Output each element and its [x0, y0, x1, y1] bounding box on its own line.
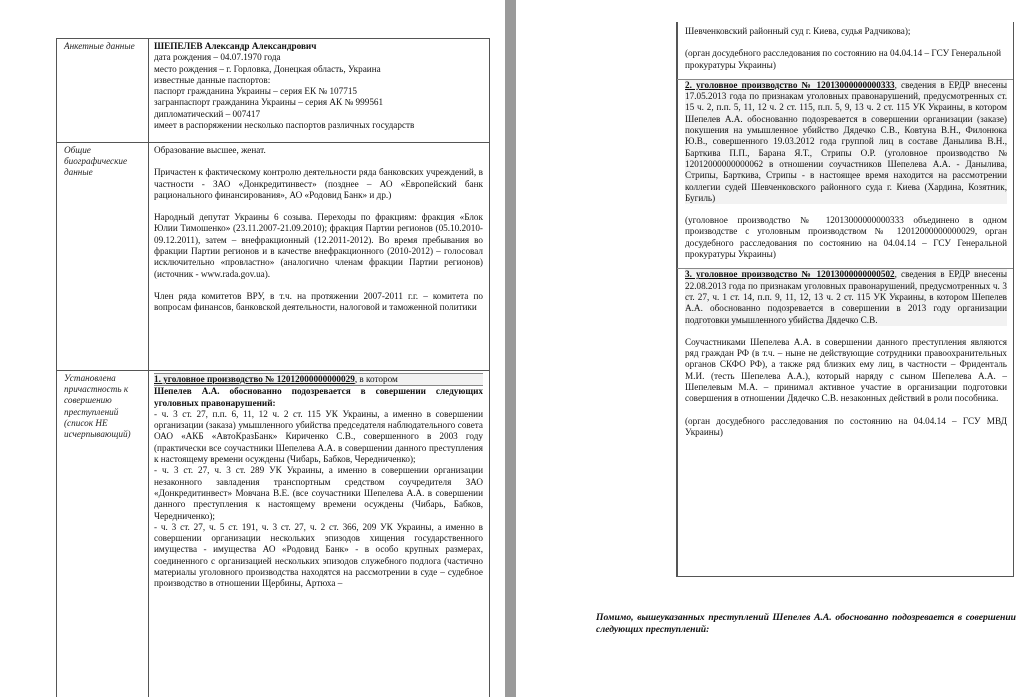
passports-heading: известные данные паспортов:	[154, 74, 271, 85]
case-2-body: , сведения в ЕРДР внесены 17.05.2013 года по признакам уголовных правонарушений, предусмотренных ст. 15 ч. 2, п.п. 5, 11, 12 ч. 2 ст. 115, п.п. 5, 9, 13 ч. 2 ст. 115 УК Украины, в котором Шепелев А.А. обоснованно подозревается в совершении организации (заказе) покушения на умышленное убийство Дядечко С.В., Ковтуна В.Н., Филонюка Ю.В., совершенного 19.03.2012 года группой лиц в составе Данылива В.Н., Барткива П.П., Барана Я.Т., Стрипы О.Р. (уголовное производство № 12012000000000062 в отношении соучастников Шепелева А.А. - Данылива, Стрипы, Барткива, Стрипы - в настоящее время находится на рассмотрении коллегии судей Шевченковского районного суда г. Киева (Хардина, Козятник, Бугиль)	[685, 79, 1007, 203]
bio-banks: Причастен к фактическому контролю деятельности ряда банковских учреждений, в частности - ЗАО «Донкредитинвест» (позднее – АО «Европейский банк рационального финансирования», АО «Родовид Банк» и др.)	[154, 167, 483, 200]
bio-deputy: Народный депутат Украины 6 созыва. Переходы по фракциям: фракция «Блок Юлии Тимошенко» (23.11.2007-21.09.2010); фракция Партии регионов (05.10.2010-09.12.2011), затем – внефракционный (12.2011-2012). Во время пребывания во фракции Партии регионов и в качестве внефракционного (2010-2012) – голосовал исключительно «провластно» (аналогично членам фракции Партии регионов) (источник - www.rada.gov.ua).	[154, 212, 483, 279]
person-name: ШЕПЕЛЕВ Александр Александрович	[154, 41, 317, 51]
case-3-organ: (орган досудебного расследования по состоянию на 04.04.14 – ГСУ МВД Украины)	[685, 415, 1007, 437]
passport-foreign: загранпаспорт гражданина Украины – серия АК № 999561	[154, 97, 384, 108]
case-1-number: 1. уголовное производство № 12012000000000029	[154, 374, 355, 384]
case-2-merge: (уголовное производство № 12013000000000333 объединено в одном производстве с уголовным производством № 12012000000000029, орган досудебного расследования по состоянию на 04.04.14 – ГСУ Генеральной прокуратуры Украины)	[685, 215, 1007, 260]
case-2	[685, 80, 1007, 204]
passport-other: имеет в распоряжении несколько паспортов различных государств	[154, 120, 415, 131]
case-3-body: , сведения в ЕРДР внесены 22.08.2013 года по признакам уголовных правонарушений, предусмотренных ч. 3 ст. 27, ч. 1 ст. 14, п.п. 9, 11, 12, 13 ч. 2 ст. 115 УК Украины, в котором Шепелев А.А. обоснованно подозревается в совершении в 2013 году организации подготовки умышленного убийства Дядечко С.В.	[685, 269, 1007, 325]
personal-data-content	[149, 39, 489, 142]
organ-case-1: (орган досудебного расследования по состоянию на 04.04.14 – ГСУ Генеральной прокуратуры Украины)	[685, 48, 1002, 70]
bio-committees: Член ряда комитетов ВРУ, в т.ч. на протяжении 2007-2011 г.г. – комитета по вопросам финансов, банковской деятельности, налоговой и таможенной политики	[154, 290, 483, 313]
passport-diplomatic: дипломатический – 007417	[154, 108, 261, 119]
birth-date: дата рождения – 04.07.1970 года	[154, 52, 281, 63]
document-page-right	[516, 0, 1024, 697]
case-1-suspicion: Шепелев А.А. обоснованно подозревается в совершении следующих уголовных правонарушений:	[154, 386, 483, 408]
biography-content	[149, 143, 489, 370]
case-3	[685, 269, 1007, 325]
label-biography: Общие биографические данные	[57, 143, 149, 370]
profile-table	[56, 38, 490, 697]
case-2-number: 2. уголовное производство № 12013000000000333	[685, 79, 895, 90]
crimes-content	[149, 371, 489, 697]
footer-note: Помимо, вышеуказанных преступлений Шепелев А.А. обоснованно подозревается в совершении следующих преступлений:	[596, 612, 1016, 635]
page-gap	[505, 0, 516, 697]
case-1-charge-embezzlement: - ч. 3 ст. 27, ч. 5 ст. 191, ч. 3 ст. 27, ч. 2 ст. 366, 209 УК Украины, а именно в совершении организации нескольких эпизодов хищения государственного имущества - имущества АО «Родовид Банк» - в особо крупных размерах, соединенного с организацией нескольких эпизодов служебного подлога (частично материалы уголовного производства находятся на рассмотрении в суде – судебное производство в отношении Щербины, Артюха –	[154, 521, 483, 589]
case-1-heading	[154, 373, 483, 386]
case-1-heading-tail: , в котором	[354, 374, 398, 384]
case-1-charge-vehicle: - ч. 3 ст. 27, ч. 3 ст. 289 УК Украины, а именно в совершении организации незаконного завладения транспортным средством соучредителя ЗАО «Донкредитинвест» Мовчана В.Е. (все соучастники Шепелева А.А. в совершении данного преступления к настоящему времени осуждены (Чибарь, Бабков, Чередниченко);	[154, 465, 483, 521]
birth-place: место рождения – г. Горловка, Донецкая область, Украина	[154, 63, 381, 74]
row-crimes	[57, 371, 489, 697]
row-biography	[57, 143, 489, 371]
label-crimes: Установлена причастность к совершению преступлений (список НЕ исчерпывающий)	[57, 371, 149, 697]
bio-education: Образование высшее, женат.	[154, 145, 266, 155]
case-3-number: 3. уголовное производство № 12013000000000502	[685, 269, 895, 280]
passport-ua: паспорт гражданина Украины – серия ЕК № 107715	[154, 86, 358, 97]
court-continued: Шевченковский районный суд г. Киева, судья Радчикова);	[685, 26, 911, 36]
case-3-accomplices: Соучастниками Шепелева А.А. в совершении данного преступления являются ряд граждан РФ (в т.ч. – ныне не действующие сотрудники правоохранительных органов СКФО РФ), а также ряд близких ему лиц, в частности – Фриденталь М.И. (тесть Шепелева А.А.), который наряду с сыном Шепелева А.А. – Шепелевым М.А. – принимал активное участие в организации подготовки совершения в отношении Дядечко С.В. незаконных действий в роли пособника.	[685, 336, 1007, 404]
document-page-left	[0, 0, 505, 697]
label-personal-data: Анкетные данные	[57, 39, 149, 142]
crimes-continued-content	[677, 22, 1013, 576]
case-1-charge-murder: - ч. 3 ст. 27, п.п. 6, 11, 12 ч. 2 ст. 115 УК Украины, а именно в совершении организации (заказа) умышленного убийства председателя наблюдательного совета ОАО «АКБ «АвтоКразБанк» Кириченко С.В., совершенного в 2003 году (практически все соучастники Шепелева А.А. в совершении данного преступления к настоящему времени осуждены (Чибарь, Бабков, Чередниченко);	[154, 408, 483, 465]
row-personal-data	[57, 39, 489, 143]
crimes-table-continued	[676, 22, 1014, 577]
